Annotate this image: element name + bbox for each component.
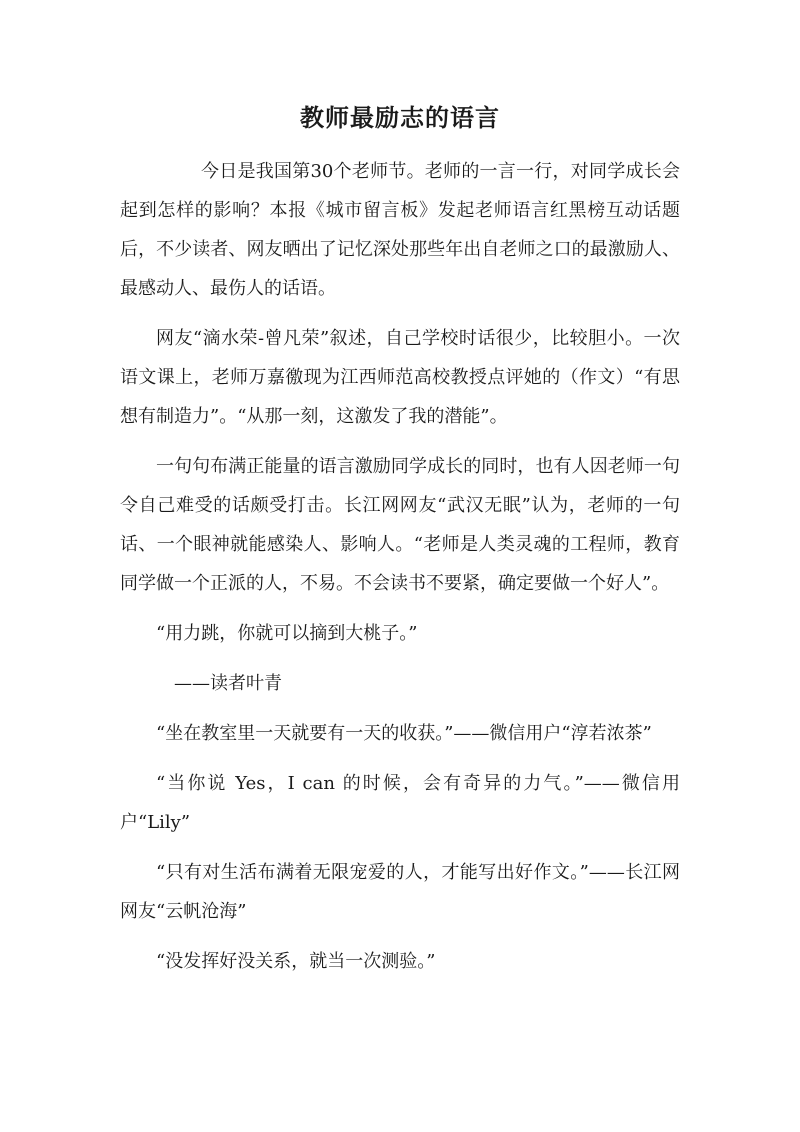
quote-attribution: ——读者叶青 [174, 673, 282, 694]
document-title: 教师最励志的语言 [300, 103, 500, 132]
quote-paragraph: “当你说 Yes，I can 的时候，会有奇异的力气。”——微信用户“Lily” [120, 773, 680, 833]
quote-paragraph: “没发挥好没关系，就当一次测验。” [156, 951, 436, 972]
paragraph: 网友“滴水荣-曾凡荣”叙述，自己学校时话很少，比较胆小。一次语文课上，老师万嘉徼现为江西师范高校教授点评她的（作文）“有思想有制造力”。“从那一刻，这激发了我的潜能”。 [120, 328, 680, 427]
paragraph: 一句句布满正能量的语言激励同学成长的同时，也有人因老师一句令自己难受的话颇受打击。长江网网友“武汉无眠”认为，老师的一句话、一个眼神就能感染人、影响人。“老师是人类灵魂的工程师，教育同学做一个正派的人，不易。不会读书不要紧，确定要做一个好人”。 [120, 456, 680, 594]
quote-paragraph: “坐在教室里一天就要有一天的收获。”——微信用户“淳若浓茶” [156, 723, 652, 744]
paragraph-intro: 今日是我国第30个老师节。老师的一言一行，对同学成长会起到怎样的影响？本报《城市留言板》发起老师语言红黑榜互动话题后，不少读者、网友晒出了记忆深处那些年出自老师之口的最激励人、最感动人、最伤人的话语。 [120, 161, 680, 299]
document-body [120, 152, 680, 992]
quote-paragraph: “用力跳，你就可以摘到大桃子。” [156, 623, 418, 644]
quote-paragraph: “只有对生活布满着无限宠爱的人，才能写出好作文。”——长江网网友“云帆沧海” [120, 862, 680, 922]
